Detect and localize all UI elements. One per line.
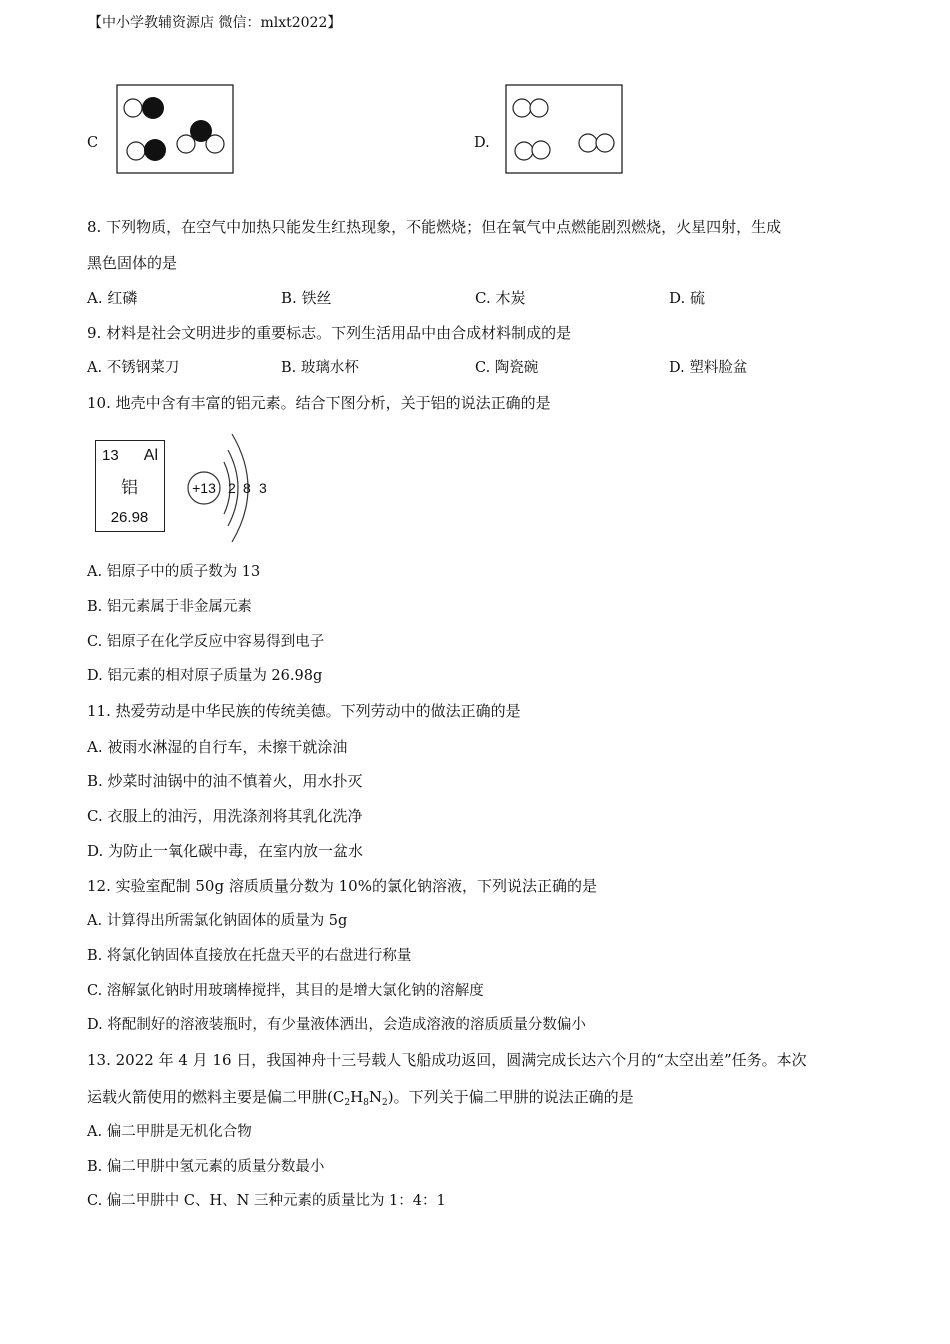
q8-stem-line2: 黑色固体的是 bbox=[87, 254, 178, 272]
formula-subscript-h: 8 bbox=[363, 1098, 369, 1108]
element-name: 铝 bbox=[121, 478, 138, 498]
q13-stem-prefix: 运载火箭使用的燃料主要是偏二甲肼(C bbox=[87, 1088, 345, 1106]
q9-option-d: D. 塑料脸盆 bbox=[669, 360, 748, 376]
formula-n: N bbox=[368, 1088, 383, 1106]
q12-option-b: B. 将氯化钠固体直接放在托盘天平的右盘进行称量 bbox=[87, 948, 412, 964]
q13-option-b: B. 偏二甲肼中氢元素的质量分数最小 bbox=[87, 1159, 325, 1175]
q13-stem-line2 bbox=[87, 1087, 634, 1107]
q7-option-d-diagram bbox=[505, 84, 625, 176]
atom-nucleus-charge: +13 bbox=[192, 480, 216, 496]
q8-option-d: D. 硫 bbox=[669, 289, 706, 307]
q10-option-b: B. 铝元素属于非金属元素 bbox=[87, 599, 252, 615]
q8-option-b: B. 铁丝 bbox=[281, 289, 332, 307]
q13-stem-line1: 13. 2022 年 4 月 16 日，我国神舟十三号载人飞船成功返回，圆满完成长达六个月的“太空出差”任务。本次 bbox=[87, 1051, 807, 1069]
q10-stem: 10. 地壳中含有丰富的铝元素。结合下图分析，关于铝的说法正确的是 bbox=[87, 394, 551, 412]
q9-option-a: A. 不锈钢菜刀 bbox=[87, 360, 180, 376]
q7-option-c-diagram bbox=[116, 84, 236, 176]
q9-stem: 9. 材料是社会文明进步的重要标志。下列生活用品中由合成材料制成的是 bbox=[87, 324, 572, 342]
q11-option-c: C. 衣服上的油污，用洗涤剂将其乳化洗净 bbox=[87, 807, 363, 825]
q10-option-d: D. 铝元素的相对原子质量为 26.98g bbox=[87, 668, 323, 684]
q12-option-d: D. 将配制好的溶液装瓶时，有少量液体洒出，会造成溶液的溶质质量分数偏小 bbox=[87, 1017, 586, 1033]
q11-option-d: D. 为防止一氧化碳中毒，在室内放一盆水 bbox=[87, 842, 364, 860]
q9-option-b: B. 玻璃水杯 bbox=[281, 360, 359, 376]
q7-option-d-label: D. bbox=[474, 135, 490, 151]
q7-option-c-label: C bbox=[87, 135, 99, 151]
page-header: 【中小学教辅资源店 微信：mlxt2022】 bbox=[88, 15, 342, 31]
q12-stem: 12. 实验室配制 50g 溶质质量分数为 10%的氯化钠溶液，下列说法正确的是 bbox=[87, 877, 597, 895]
formula-subscript-n: 2 bbox=[382, 1098, 388, 1108]
shell-2-electrons: 8 bbox=[243, 480, 251, 496]
shell-3-electrons: 3 bbox=[259, 480, 267, 496]
formula-h: H bbox=[350, 1088, 364, 1106]
q12-option-c: C. 溶解氯化钠时用玻璃棒搅拌，其目的是增大氯化钠的溶解度 bbox=[87, 983, 484, 999]
q11-stem: 11. 热爱劳动是中华民族的传统美德。下列劳动中的做法正确的是 bbox=[87, 702, 521, 720]
q11-option-b: B. 炒菜时油锅中的油不慎着火，用水扑灭 bbox=[87, 772, 363, 790]
q13-stem-suffix: )。下列关于偏二甲肼的说法正确的是 bbox=[387, 1088, 634, 1106]
q10-option-c: C. 铝原子在化学反应中容易得到电子 bbox=[87, 634, 325, 650]
formula-subscript-c: 2 bbox=[344, 1098, 351, 1108]
shell-1-electrons: 2 bbox=[228, 480, 236, 496]
q13-option-c: C. 偏二甲肼中 C、H、N 三种元素的质量比为 1：4：1 bbox=[87, 1193, 446, 1209]
q9-option-c: C. 陶瓷碗 bbox=[475, 360, 539, 376]
element-symbol: Al bbox=[143, 447, 158, 464]
q11-option-a: A. 被雨水淋湿的自行车，未擦干就涂油 bbox=[87, 738, 348, 756]
q10-option-a: A. 铝原子中的质子数为 13 bbox=[87, 564, 261, 580]
q8-stem-line1: 8. 下列物质，在空气中加热只能发生红热现象，不能燃烧；但在氧气中点燃能剧烈燃烧，火星四射，生成 bbox=[87, 218, 782, 236]
q8-option-c: C. 木炭 bbox=[475, 289, 526, 307]
q12-option-a: A. 计算得出所需氯化钠固体的质量为 5g bbox=[87, 913, 348, 929]
q13-option-a: A. 偏二甲肼是无机化合物 bbox=[87, 1124, 252, 1140]
q8-option-a: A. 红磷 bbox=[87, 289, 138, 307]
element-atomic-number: 13 bbox=[102, 447, 119, 464]
element-atomic-mass: 26.98 bbox=[110, 509, 149, 526]
atom-structure-diagram bbox=[184, 430, 274, 545]
element-card bbox=[95, 440, 165, 532]
